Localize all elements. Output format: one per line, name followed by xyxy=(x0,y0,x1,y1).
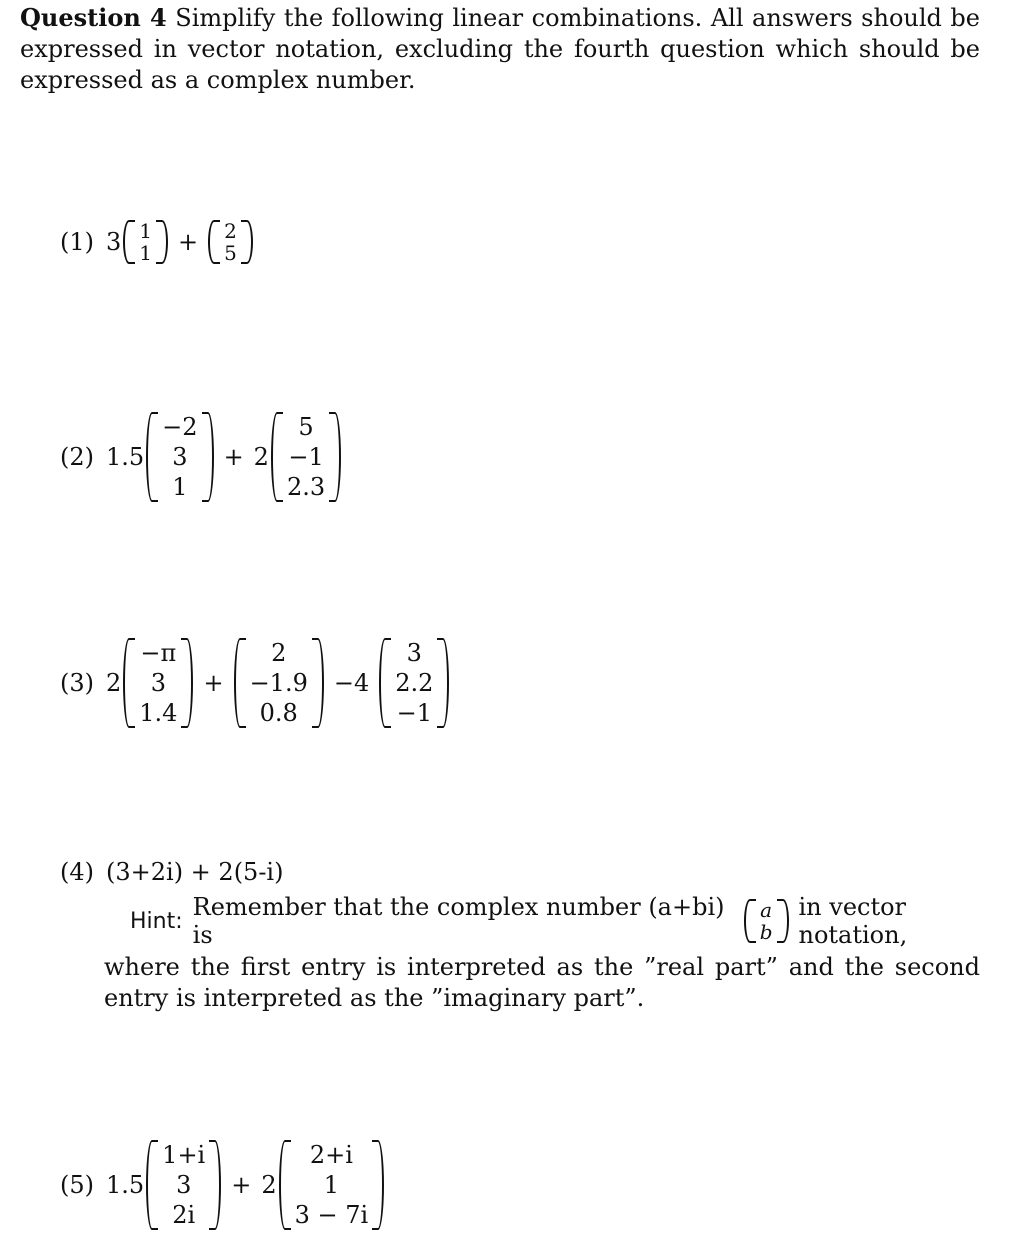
question-intro xyxy=(20,2,980,96)
vector-entry: 3 xyxy=(172,443,188,471)
vector-entry: 2+i xyxy=(309,1141,353,1169)
hint-text-end: in vector notation, xyxy=(798,893,908,949)
vector-entry: 1+i xyxy=(162,1141,206,1169)
vector-entry: 2.2 xyxy=(395,669,434,697)
vector-entry: 1 xyxy=(323,1171,340,1199)
vector-entry: −1 xyxy=(288,443,324,471)
vector-entry: 2 xyxy=(224,219,237,243)
problem-5 xyxy=(60,1140,384,1230)
vector xyxy=(146,412,213,502)
hint-text: Remember that the complex number (a+bi) is xyxy=(192,893,725,949)
vector-entry: 1.4 xyxy=(139,699,178,727)
vector xyxy=(123,220,168,264)
coefficient: 1.5 xyxy=(106,1171,145,1199)
coefficient: 2 xyxy=(106,669,122,697)
vector-entry: 3 xyxy=(406,639,422,667)
vector-entry: 1 xyxy=(139,241,153,265)
problem-4-number: (4) xyxy=(60,858,94,886)
operator: + xyxy=(203,669,224,697)
hint-line xyxy=(130,893,1015,949)
vector-entry: −2 xyxy=(162,413,198,441)
problem-1 xyxy=(60,220,253,264)
vector-entry: 0.8 xyxy=(259,699,298,727)
problem-5-number: (5) xyxy=(60,1171,94,1199)
vector-entry: a xyxy=(760,898,773,922)
operator: + xyxy=(178,228,199,256)
operator: + xyxy=(231,1171,252,1199)
problem-3-number: (3) xyxy=(60,669,94,697)
problem-4 xyxy=(60,858,283,886)
vector-entry: 5 xyxy=(224,241,237,265)
problem-2 xyxy=(60,412,341,502)
hint-continuation: where the first entry is interpreted as the ”real part” and the second entry is interpreted as the ”imaginary part”. xyxy=(104,953,980,1012)
coefficient: 1.5 xyxy=(106,443,145,471)
vector xyxy=(123,638,193,728)
complex-expression: (3+2i) + 2(5-i) xyxy=(106,858,284,886)
hint-label: Hint: xyxy=(130,908,183,934)
operator: + xyxy=(223,443,244,471)
vector-entry: 5 xyxy=(298,413,314,441)
vector-entry: −π xyxy=(140,639,177,667)
question-heading: Question 4 xyxy=(20,3,167,32)
problem-2-number: (2) xyxy=(60,443,94,471)
vector-entry: 3 xyxy=(150,669,166,697)
vector-entry: 2 xyxy=(271,639,287,667)
vector xyxy=(379,638,449,728)
operator: −4 xyxy=(333,669,370,697)
hint-vector xyxy=(744,899,789,943)
coefficient: 3 xyxy=(106,228,122,256)
vector xyxy=(234,638,324,728)
vector-entry: 1 xyxy=(139,219,153,243)
vector-entry: 3 xyxy=(176,1171,192,1199)
vector-entry: −1 xyxy=(396,699,433,727)
vector-entry: 2i xyxy=(172,1201,196,1229)
problem-1-number: (1) xyxy=(60,228,94,256)
vector-entry: 1 xyxy=(172,473,188,501)
vector xyxy=(146,1140,221,1230)
vector-entry: −1.9 xyxy=(249,669,308,697)
coefficient: 2 xyxy=(261,1171,277,1199)
vector xyxy=(208,220,253,264)
coefficient: 2 xyxy=(253,443,269,471)
vector xyxy=(271,412,341,502)
vector-entry: 3 − 7i xyxy=(294,1201,369,1229)
vector-entry: 2.3 xyxy=(286,473,326,501)
vector-entry: b xyxy=(759,920,773,944)
problem-3 xyxy=(60,638,449,728)
question-instructions: Simplify the following linear combinations. All answers should be expressed in vector notation, excluding the fourth question which should be expressed as a complex number. xyxy=(20,4,980,94)
vector xyxy=(279,1140,385,1230)
